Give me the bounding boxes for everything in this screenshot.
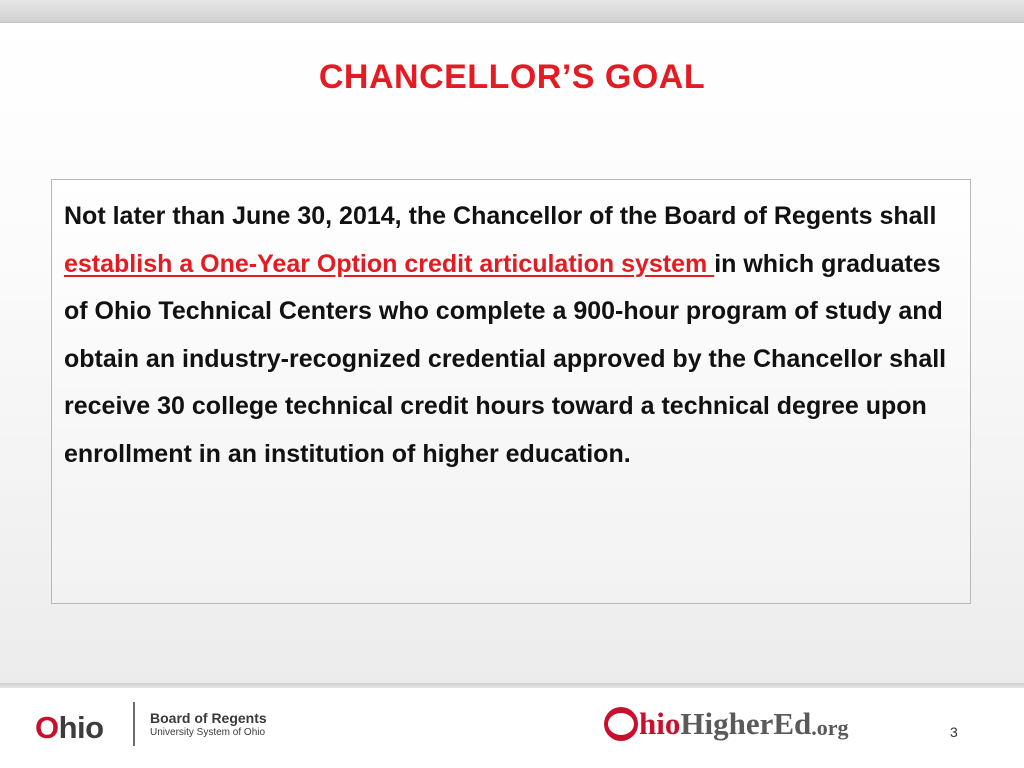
board-of-regents-title: Board of Regents [150, 710, 267, 726]
ohio-seal-inner [608, 713, 634, 735]
ohio-seal-icon [604, 707, 638, 741]
top-bar [0, 0, 1024, 23]
body-paragraph [64, 193, 958, 478]
page-number: 3 [950, 724, 958, 740]
body-text-after: in which graduates of Ohio Technical Centers who complete a 900-hour program of study and obtain an industry-recognized credential approved by the Chancellor shall receive 30 college technical credit hours toward a technical degree upon enrollment in an institution of higher education. [64, 249, 947, 468]
ohio-logo [35, 710, 104, 746]
board-of-regents-logo [150, 710, 267, 740]
ohio-logo-rest: hio [58, 710, 104, 745]
body-text-highlight: establish a One-Year Option credit articulation system [64, 249, 715, 278]
ohe-ohio-text: hio [639, 706, 681, 741]
board-of-regents-subtitle: University System of Ohio [150, 727, 266, 738]
ohio-wordmark [35, 710, 104, 746]
slide-title: CHANCELLOR’S GOAL [318, 58, 706, 96]
body-text-before: Not later than June 30, 2014, the Chancellor of the Board of Regents shall [64, 202, 937, 230]
logo-separator [133, 702, 135, 746]
ohio-higher-ed-logo [604, 704, 849, 744]
content-box [51, 179, 971, 604]
ohe-org-text: .org [811, 715, 849, 740]
ohe-ed-text: Ed [773, 706, 812, 741]
ohe-higher-text: Higher [680, 706, 774, 741]
ohio-logo-o: O [35, 710, 59, 745]
